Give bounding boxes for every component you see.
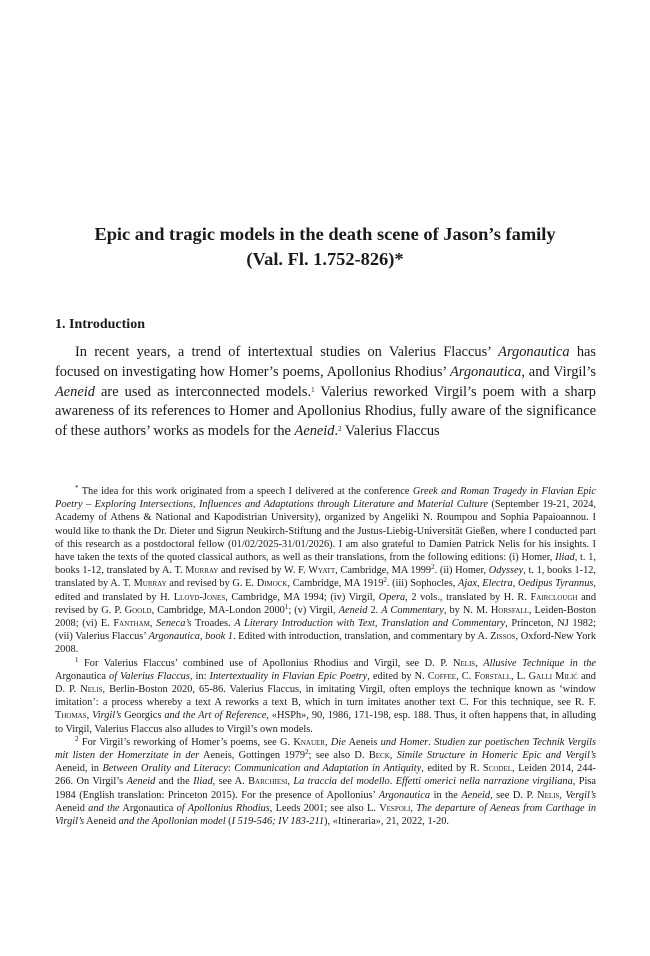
italic-run: Iliad bbox=[193, 776, 213, 788]
text-run: The idea for this work originated from a speech I delivered at the conference bbox=[78, 486, 413, 497]
text-run: , Berlin-Boston 2020, 65-86. Valerius Flaccus, in imitating Virgil, often employs the technique known as ‘window imitation’: a process whereby a text A reworks a text B, which in turn imitates another text C. For this technique, see R. F. bbox=[55, 684, 597, 709]
text-run: , bbox=[389, 750, 397, 762]
text-run: , Cambridge, MA-London 2000 bbox=[151, 604, 285, 616]
italic-run: Aeneid bbox=[55, 383, 95, 400]
footnote-star bbox=[55, 485, 596, 657]
text-run: , bbox=[410, 802, 417, 814]
text-run: and D. P. bbox=[55, 670, 596, 696]
smallcaps-run: Murray bbox=[185, 565, 219, 577]
italic-run: Odyssey bbox=[488, 565, 524, 577]
text-run: , Pisa 1984 (English translation: Princeton 2015). For the presence of Apollonius’ bbox=[55, 776, 596, 801]
text-run: are used as interconnected models. bbox=[94, 383, 312, 400]
superscript: 2 bbox=[431, 563, 435, 572]
text-run: Argonautica bbox=[55, 670, 110, 682]
smallcaps-run: Forstall bbox=[474, 670, 512, 682]
smallcaps-run: Coffee bbox=[427, 670, 457, 682]
text-run: (September 19-21, 2024, Academy of Athens & National and Kapodistrian University), organized by Angeliki N. Roumpou and Sophia Papaioannou. I would like to thank the Dr. Dieter und Sigrun Neukirch-Stiftung and the Justus-Liebig-Universität Gießen, where I conducted part of this research as a postdoctoral fellow (01/02/2025-31/01/2026). I am also grateful to Damien Patrick Nelis for his insights. I have taken the texts of the quoted classical authors, as well as their translations, from the following editions: (i) Homer, bbox=[55, 499, 596, 564]
italic-run: I 519-546; IV 183-211 bbox=[231, 816, 325, 828]
italic-run: Effetti omerici nella narrazione virgiliana bbox=[395, 776, 573, 788]
title-line-2: (Val. Fl. 1.752-826)* bbox=[246, 249, 404, 269]
text-run: , «HSPh», 90, 1986, 171-198, esp. 188. Thus, it often happens that, in alluding to Virgil, Valerius Flaccus also alludes to Virgil’s own models. bbox=[55, 710, 596, 735]
text-run: , bbox=[512, 578, 518, 590]
text-run: , bbox=[199, 631, 206, 643]
smallcaps-run: Dimock bbox=[256, 578, 288, 590]
italic-run: Argonautica bbox=[449, 363, 522, 380]
text-run: , bbox=[287, 776, 294, 788]
italic-run: Communication and Adaptation in Antiquity bbox=[234, 763, 422, 775]
text-run: , bbox=[475, 657, 484, 669]
text-run: 2. bbox=[367, 604, 382, 616]
footnote-ref-1[interactable]: 1 bbox=[311, 385, 315, 394]
italic-run: Virgil’s bbox=[92, 710, 122, 722]
text-run: Argonautica bbox=[119, 802, 177, 814]
text-run: , by N. M. bbox=[443, 604, 491, 616]
text-run: , Cambridge, MA 1919 bbox=[287, 578, 384, 590]
text-run: , Leeds 2001; see also L. bbox=[269, 802, 380, 814]
text-run: , in: bbox=[189, 670, 210, 682]
italic-run: and the Art of Reference bbox=[164, 710, 267, 722]
italic-run: of Apollonius Rhodius bbox=[176, 802, 270, 814]
italic-run: and the bbox=[88, 802, 120, 814]
italic-run: Between Orality and Literacy bbox=[102, 763, 228, 775]
italic-run: und Homer bbox=[380, 736, 429, 748]
italic-run: Studien zur poetischen Technik Vergils mit listen der Homerzitate in der bbox=[55, 736, 597, 762]
section-heading: 1. Introduction bbox=[55, 317, 145, 332]
text-run: , edited by N. bbox=[367, 670, 428, 682]
smallcaps-run: Thomas bbox=[55, 710, 87, 722]
text-run: has focused on investigating how Homer’s poems, Apollonius Rhodius’ bbox=[55, 344, 597, 380]
italic-run: book 1 bbox=[205, 631, 233, 643]
text-run: , edited and translated by H. bbox=[55, 578, 597, 603]
text-run: . bbox=[334, 423, 339, 440]
italic-run: Aeneid bbox=[294, 423, 335, 440]
smallcaps-run: Vespoli bbox=[379, 802, 411, 814]
text-run: , edited by R. bbox=[421, 763, 483, 775]
superscript: 2 bbox=[305, 748, 309, 757]
text-run: , see A. bbox=[212, 776, 249, 788]
footnote-mark: 1 bbox=[75, 655, 79, 664]
footnote-mark: 2 bbox=[75, 734, 79, 743]
footnote-2 bbox=[55, 736, 596, 828]
text-run: Aeneid bbox=[84, 816, 119, 828]
text-run: ( bbox=[225, 816, 232, 828]
italic-run: and the Apollonian model bbox=[118, 816, 226, 828]
italic-run: Allusive Technique in the bbox=[483, 657, 597, 669]
italic-run: Argonautica bbox=[498, 344, 570, 360]
text-run: and the bbox=[155, 776, 194, 788]
italic-run: Aeneid bbox=[338, 604, 368, 616]
text-run: , t. 1, books 1-12, translated by A. T. bbox=[55, 552, 596, 577]
text-run: , bbox=[86, 710, 93, 722]
footnote-mark: * bbox=[75, 484, 79, 492]
text-run: , bbox=[149, 618, 157, 630]
text-run: For Virgil’s reworking of Homer’s poems, see G. bbox=[78, 736, 294, 748]
text-run: and revised by W. F. bbox=[218, 565, 309, 577]
smallcaps-run: Zissos bbox=[490, 631, 516, 643]
smallcaps-run: Galli Milić bbox=[528, 670, 578, 682]
text-run: in the bbox=[430, 789, 462, 801]
italic-run: Opera bbox=[378, 591, 406, 603]
smallcaps-run: Murray bbox=[133, 578, 167, 590]
italic-run: Iliad bbox=[555, 552, 575, 564]
text-run: Georgics bbox=[121, 710, 165, 722]
text-run: . bbox=[428, 736, 435, 748]
body-text bbox=[55, 343, 596, 442]
text-run: . (iii) Sophocles, bbox=[386, 578, 459, 590]
italic-run: Argonautica bbox=[148, 631, 200, 643]
text-run: , Cambridge, MA 1999 bbox=[335, 565, 432, 577]
italic-run: Electra bbox=[482, 578, 513, 590]
italic-run: Argonautica bbox=[378, 789, 431, 801]
italic-run: Aeneid bbox=[126, 776, 156, 788]
text-run: , bbox=[477, 578, 483, 590]
text-run: ; (v) Virgil, bbox=[288, 604, 339, 616]
smallcaps-run: Barchiesi bbox=[248, 776, 288, 788]
text-run: ), «Itineraria», 21, 2022, 1-20. bbox=[324, 816, 450, 828]
smallcaps-run: Fairclough bbox=[530, 591, 578, 603]
text-run: , see D. P. bbox=[490, 789, 538, 801]
italic-run: Ajax bbox=[458, 578, 478, 590]
text-run: . Edited with introduction, translation, and commentary by A. bbox=[232, 631, 491, 643]
text-run: Troades. bbox=[191, 618, 235, 630]
italic-run: La traccia del modello bbox=[293, 776, 390, 788]
text-run: , t. 1, books 1-12, translated by A. T. bbox=[55, 565, 596, 590]
text-run: , Cambridge, MA 1994; (iv) Virgil, bbox=[225, 591, 379, 603]
smallcaps-run: Beck bbox=[368, 750, 390, 762]
text-run: , and Virgil’s bbox=[521, 363, 596, 380]
text-run: , C. bbox=[456, 670, 475, 682]
text-run: In recent years, a trend of intertextual studies on Valerius Flaccus’ bbox=[75, 344, 499, 360]
italic-run: The departure of Aeneas from Carthage in Virgil’s bbox=[55, 802, 596, 828]
text-run: and revised by G. E. bbox=[166, 578, 257, 590]
text-run: , Leiden 2014, 244-266. On Virgil’s bbox=[55, 763, 596, 788]
smallcaps-run: Horsfall bbox=[490, 604, 529, 616]
text-run: , L. bbox=[511, 670, 529, 682]
text-run: , Princeton, NJ 1982; (vii) Valerius Flaccus’ bbox=[55, 618, 596, 643]
smallcaps-run: Lloyd-Jones bbox=[173, 591, 226, 603]
italic-run: A Commentary bbox=[381, 604, 444, 616]
italic-run: Seneca’s bbox=[156, 618, 192, 630]
text-run: . bbox=[389, 776, 396, 788]
text-run: Aeneis bbox=[345, 736, 381, 748]
text-run: , Oxford-New York 2008. bbox=[55, 631, 597, 656]
italic-run: Aeneid bbox=[461, 789, 491, 801]
italic-run: Intertextuality in Flavian Epic Poetry bbox=[209, 670, 368, 682]
text-run: Aeneid bbox=[55, 802, 89, 814]
article-title bbox=[40, 222, 610, 272]
footnotes bbox=[55, 485, 596, 828]
smallcaps-run: Goold bbox=[124, 604, 152, 616]
smallcaps-run: Knauer bbox=[293, 736, 325, 748]
italic-run: Greek and Roman Tragedy in Flavian Epic Poetry – Exploring Intersections, Influences and Adaptations through Literature and Material Culture bbox=[55, 486, 596, 511]
smallcaps-run: Nelis bbox=[80, 684, 103, 696]
italic-run: of Valerius Flaccus bbox=[109, 670, 190, 682]
text-run: : bbox=[227, 763, 235, 775]
body-paragraph bbox=[55, 343, 596, 442]
superscript: 1 bbox=[284, 602, 289, 611]
footnote-1 bbox=[55, 657, 596, 736]
italic-run: Vergil’s bbox=[565, 789, 596, 801]
text-run: ; see also D. bbox=[308, 750, 369, 762]
text-run: , bbox=[559, 789, 566, 801]
text-run: Valerius reworked Virgil’s poem with a sharp awareness of its references to Homer and Apollonius Rhodius, fully aware of the significance of these authors’ works as models for the bbox=[55, 383, 596, 440]
text-run: . (ii) Homer, bbox=[434, 565, 489, 577]
text-run: , bbox=[324, 736, 331, 748]
superscript: 2 bbox=[383, 576, 387, 585]
text-run: , Leiden-Boston 2008; (vi) E. bbox=[55, 604, 597, 630]
italic-run: Oedipus Tyrannus bbox=[517, 578, 594, 590]
text-run: For Valerius Flaccus’ combined use of Apollonius Rhodius and Virgil, see D. P. bbox=[78, 657, 453, 669]
footnote-ref-2[interactable]: 2 bbox=[338, 425, 342, 434]
italic-run: Die bbox=[330, 736, 346, 748]
title-line-1: Epic and tragic models in the death scene of Jason’s family bbox=[94, 224, 556, 244]
text-run: Aeneis, Gottingen 1979 bbox=[199, 750, 306, 762]
text-run: , 2 vols., translated by H. R. bbox=[405, 591, 531, 603]
text-run: Valerius Flaccus bbox=[341, 423, 440, 440]
smallcaps-run: Fantham bbox=[113, 618, 150, 630]
italic-run: Simile Structure in Homeric Epic and Vergil’s bbox=[396, 750, 597, 762]
smallcaps-run: Wyatt bbox=[308, 565, 336, 577]
text-run: Aeneid, in bbox=[55, 763, 103, 775]
smallcaps-run: Nelis bbox=[452, 657, 476, 669]
italic-run: A Literary Introduction with Text, Translation and Commentary bbox=[234, 618, 506, 630]
text-run: and revised by G. P. bbox=[55, 591, 596, 616]
smallcaps-run: Nelis bbox=[537, 789, 560, 801]
smallcaps-run: Scodel bbox=[482, 763, 512, 775]
